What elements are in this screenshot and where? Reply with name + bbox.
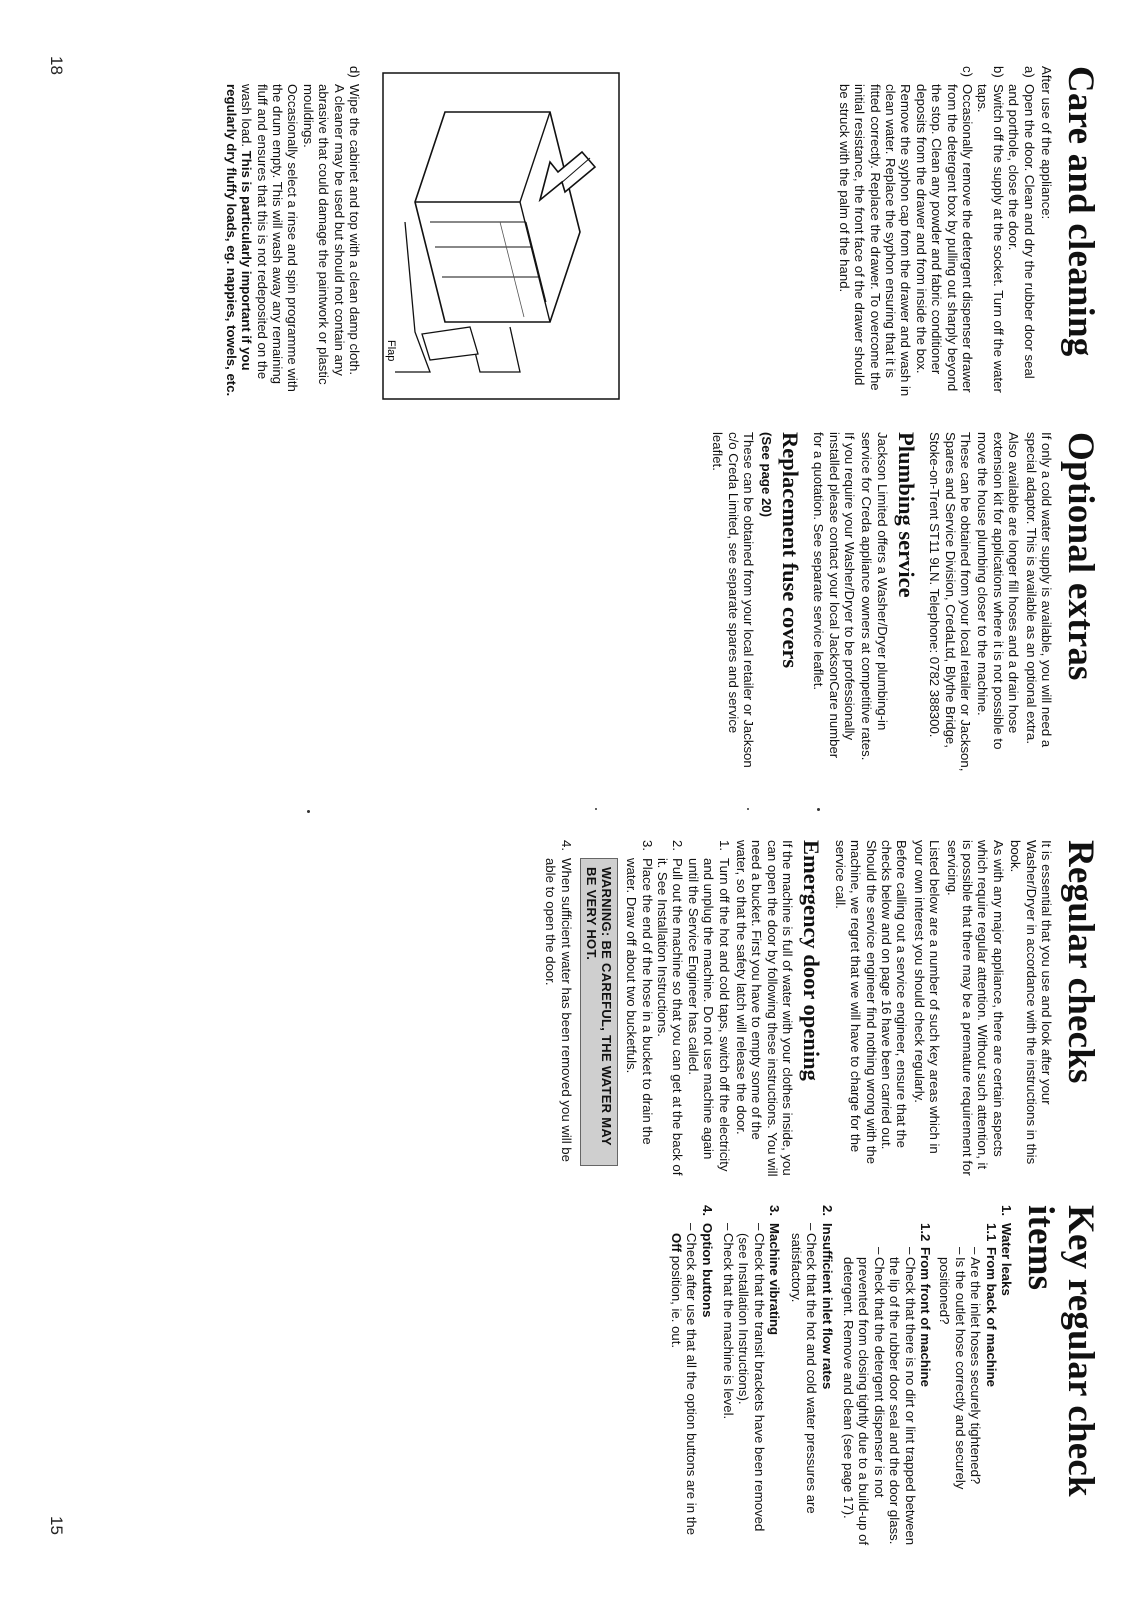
key-title: Key regular check items	[1020, 1205, 1101, 1497]
care-d-bold: This is particularly important if you regularly dry fluffy loads, eg. nappies, towels, etc.	[223, 84, 255, 397]
care-d-text-3: Occasionally select a rinse and spin programme with the drum empty. This will wash away any remaining fluff and ensures that this is not redeposited on the wash load.	[239, 84, 301, 392]
regular-p1: It is essential that you use and look after your Washer/Dryer in accordance with the instructions in this book.	[1008, 840, 1054, 1165]
care-intro: After use of the appliance:	[1039, 66, 1054, 220]
regular-p2: As with any major appliance, there are certain aspects which require regular attention. Without such attention, it is possible that there may be a premature requirement for servicing.	[944, 840, 1006, 1176]
key-check-item: – Is the outlet hose correctly and securely positioned?	[937, 1247, 968, 1490]
key-check-item: – Check that the hot and cold water pressures are satisfactory.	[788, 1223, 820, 1514]
care-title: Care and cleaning	[1060, 66, 1101, 357]
key-section-vibrating: 3. Machine vibrating	[767, 1205, 783, 1336]
stray-mark	[817, 808, 820, 811]
care-item-d: d) Wipe the cabinet and top with a clean damp cloth. A cleaner may be used but should not contain any abrasive that could damage the paintwork or plastic mouldings. Occasionally select a rinse and spin programme with the drum empty. This will wash away any remaining fluff and ensures that this is not redeposited on the wash load. This is particularly important if you regularly dry fluffy loads, eg. nappies, towels, etc.	[223, 66, 362, 397]
emergency-step: 2. Pull out the machine so that you can get at the back of it. See Installation Instructions.	[655, 840, 686, 1176]
key-check-item: – Check that the detergent dispenser is not prevented from closing tightly due to a build-up of detergent. Remove and clean (see page 17).	[840, 1247, 887, 1546]
key-subsection-front: 1.2 From front of machine	[917, 1223, 933, 1387]
optional-p1: If only a cold water supply is available, you will need a special adaptor. This is available as an optional extra.	[1023, 432, 1054, 748]
care-column	[836, 66, 1100, 401]
plumbing-p2: If you require your Washer/Dryer to be professionally installed please contact your local JacksonCare number for a quotation. See separate service leaflet.	[811, 432, 857, 759]
hot-water-warning: WARNING: BE CAREFUL, THE WATER MAY BE VERY HOT.	[580, 858, 618, 1166]
emergency-p: If the machine is full of water with your clothes inside, you can open the door by following these instructions. You will need a bucket. First you have to empty some of the water, so that the safety latch will release the door.	[734, 840, 796, 1177]
fuse-title: Replacement fuse covers	[777, 432, 803, 669]
detergent-drawer-illustration	[382, 72, 620, 400]
care-column-lower	[223, 66, 362, 401]
page-number-left: 18	[47, 56, 66, 75]
optional-title: Optional extras	[1060, 432, 1101, 681]
care-d-text-2: A cleaner may be used but should not contain any abrasive that could damage the paintwork or plastic mouldings.	[300, 84, 347, 385]
regular-p4: Before calling out a service engineer, ensure that the checks below and on page 16 have been carried out. Should the service engineer find nothing wrong with the machine, we regret that we will have to charge for the service call.	[832, 840, 910, 1165]
key-check-item: – Check that the machine is level.	[721, 1223, 737, 1420]
stray-mark	[307, 810, 310, 813]
key-subsection-back: 1.1 From back of machine	[983, 1223, 999, 1387]
plumbing-p1: Jackson Limited offers a Washer/Dryer plumbing-in service for Creda appliance owners at competitive rates.	[859, 432, 890, 761]
key-check-item: – Check that there is no dirt or lint trapped between the lip of the rubber door seal and the door glass.	[887, 1247, 918, 1546]
stray-mark	[595, 808, 597, 810]
key-check-item: – Check after use that all the option buttons are in the Off position, ie. out.	[668, 1223, 700, 1536]
regular-column	[543, 840, 1100, 1178]
fuse-p: These can be obtained from your local retailer or Jackson c/o Creda Limited, see separate spares and service leaflet.	[710, 432, 757, 768]
flap-label: Flap	[385, 340, 397, 362]
regular-title: Regular checks	[1060, 840, 1101, 1084]
key-check-item: – Are the inlet hoses securely tightened?	[968, 1247, 984, 1485]
care-item-b: b) Switch off the supply at the socket. Turn off the water taps.	[975, 66, 1006, 393]
optional-p3: These can be obtained from your local retailer or Jackson, Spares and Service Division, CredaLtd, Blythe Bridge, Stoke-on-Trent ST11 9LN. Telephone: 0782 388300.	[927, 432, 973, 772]
key-column	[668, 1205, 1100, 1550]
care-d-text-1: Wipe the cabinet and top with a clean damp cloth.	[347, 84, 362, 376]
emergency-step: 4. When sufficient water has been removed you will be able to open the door.	[543, 840, 574, 1162]
optional-p2: Also available are longer fill hoses and a drain hose extension kit for applications where it is not possible to move the house plumbing closer to the machine.	[975, 432, 1022, 750]
stray-mark	[747, 808, 749, 810]
optional-column	[708, 432, 1100, 772]
key-section-water-leaks: 1. Water leaks	[999, 1205, 1014, 1296]
regular-p3: Listed below are a number of such key areas which in your own interest you should check regularly.	[911, 840, 943, 1154]
fuse-see-page: (See page 20)	[758, 432, 774, 518]
key-section-inlet-flow: 2. Insufficient inlet flow rates	[819, 1205, 835, 1390]
key-check-item: – Check that the transit brackets have been removed (see Installation Instructions).	[736, 1223, 767, 1532]
key-section-option-buttons: 4. Option buttons	[699, 1205, 715, 1318]
care-item-c: c) Occasionally remove the detergent dispenser drawer from the detergent box by pulling out sharply beyond the stop. Clean any powder and fabric conditioner deposits from the drawer and from inside the box. Remove the syphon cap from the drawer and wash in clean water. Replace the syphon ensuring that it is fitted correctly. Replace the drawer. To overcome the initial resistance, the front face of the drawer should be struck with the palm of the hand.	[836, 66, 975, 397]
emergency-step: 3. Place the end of the hose in a bucket to drain the water. Draw off about two bucketfuls.	[624, 840, 655, 1145]
emergency-title: Emergency door opening	[799, 840, 825, 1081]
plumbing-title: Plumbing service	[893, 432, 919, 598]
emergency-step: 1. Turn off the hot and cold taps, switch off the electricity and unplug the machine. Do not use machine again until the Service Engineer has called.	[685, 840, 732, 1172]
care-item-a: a) Open the door. Clean and dry the rubber door seal and porthole, close the door.	[1006, 66, 1037, 379]
page-number-right: 15	[47, 1516, 66, 1535]
